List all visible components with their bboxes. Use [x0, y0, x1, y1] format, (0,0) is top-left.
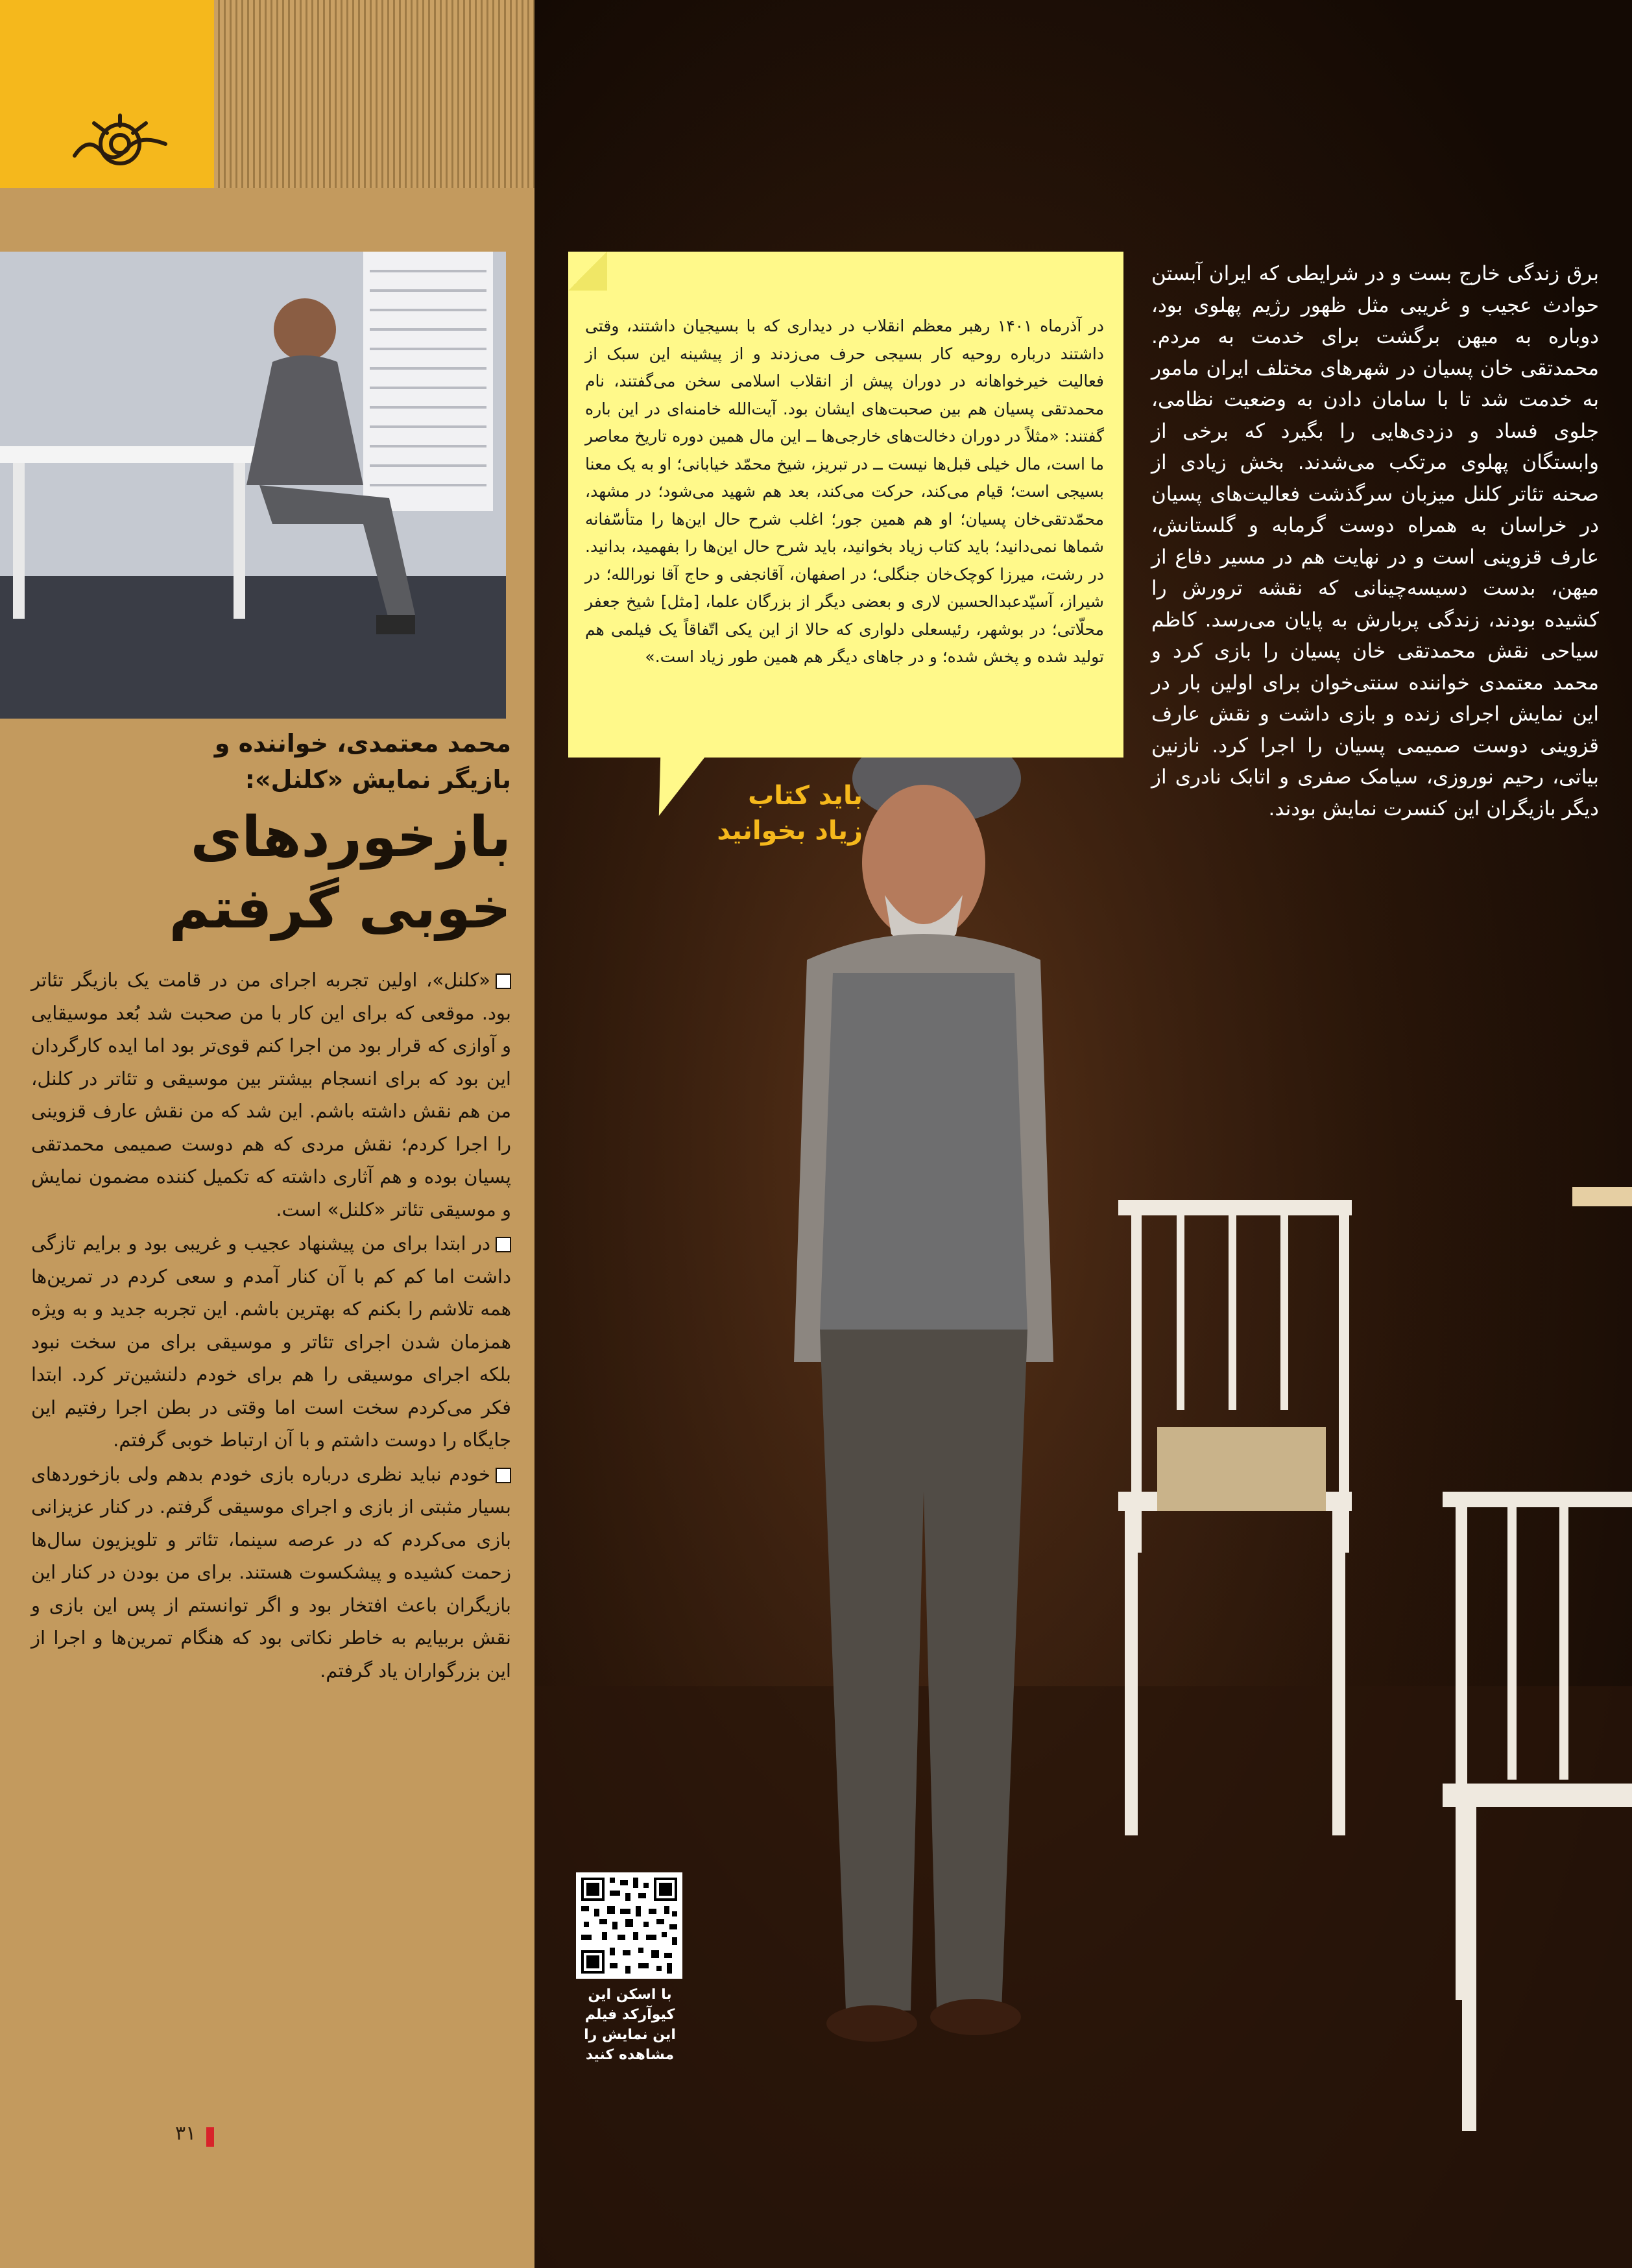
sidebar	[0, 0, 534, 2268]
main-article-text: برق زندگی خارج بست و در شرایطی که ایران آبستن حوادث عجیب و غریبی مثل ظهور رژیم پهلوی بود، دوباره به میهن برگشت برای خدمت به مردم. محمدتقی خان پسیان در شهرهای مختلف ایران مامور به خدمت شد تا با سامان دادن به وضعیت نظامی، جلوی فساد و دزدی‌هایی را بگیرد که برخی از وابستگان پهلوی مرتکب می‌شدند. بخش زیادی از صحنه تئاتر کلنل میزبان سرگذشت فعالیت‌های پسیان در خراسان به همراه دوست گرمابه و گلستانش، عارف قزوینی است و در نهایت هم در مسیر دفاع از میهن، بدست دسیسه‌چینانی که نقشه ترورش را کشیده بودند، زندگی پربارش به پایان می‌رسد. کاظم سیاحی نقش محمدتقی خان پسیان را بازی کرد و محمد معتمدی خواننده سنتی‌خوان برای اولین بار در این نمایش اجرای زنده و بازی داشت و نقش عارف قزوینی دوست صمیمی پسیان را اجرا کرد. نازنین بیاتی، رحیم نوروزی، سیامک صفری و اتابک نادری از دیگر بازیگران این کنسرت نمایش بودند.	[1151, 262, 1599, 820]
qr-code-icon[interactable]	[576, 1872, 682, 1979]
quote-box-fold	[568, 252, 607, 291]
article-kicker-line2: بازیگر نمایش «کلنل»:	[245, 765, 511, 794]
interview-article	[31, 725, 511, 1688]
qr-code-pattern	[576, 1872, 682, 1979]
quote-caption-line2: زیاد بخوانید	[717, 816, 863, 846]
article-kicker-line1: محمد معتمدی، خواننده و	[214, 729, 511, 758]
article-paragraph: خودم نباید نظری درباره بازی خودم بدهم ولی بازخوردهای بسیار مثبتی از بازی و اجرای موسیقی گرفتم. در کنار عزیزانی بازی می‌کردم که در عرصه سینما، تئاتر و تلویزیون سال‌ها زحمت کشیده و پیشکسوت هستند. برای من بودن در کنار این بازیگران باعث افتخار بود و اگر توانستم از پس این بازی و نقش بربیایم به خاطر نکاتی بود که هنگام تمرین‌ها و اجرا از این بزرگواران یاد گرفتم.	[31, 1462, 511, 1682]
quote-caption-line1: باید کتاب	[748, 781, 863, 811]
logo-block	[0, 0, 214, 188]
paragraph-marker-icon	[496, 1468, 511, 1483]
actor-seated-at-table-photo	[0, 252, 506, 719]
article-paragraph: در ابتدا برای من پیشنهاد عجیب و غریبی بود و برایم تازگی داشت اما کم کم با آن کنار آمدم و سعی کردم در تمرین‌ها همه تلاشم را بکنم که بهترین باشم. این تجربه جدید و به ویژه همزمان شدن اجرای تئاتر و موسیقی برای من سخت نبود بلکه اجرای موسیقی را هم برای خودم دلنشین‌تر کرد. ابتدا فکر می‌کردم سخت است اما وقتی در بطن اجرا رفتیم این جایگاه را دوست داشتم و با آن ارتباط خوبی گرفتم.	[31, 1232, 511, 1451]
decorative-stripes	[214, 0, 534, 188]
paragraph-marker-icon	[496, 973, 511, 989]
page-number: ۳۱	[175, 2122, 197, 2145]
paragraph-marker-icon	[496, 1237, 511, 1252]
article-title-line2: خوبی گرفتم	[169, 876, 511, 941]
stage-photo-illustration	[0, 252, 506, 719]
qr-caption: با اسکن این کیوآرکد فیلم این نمایش را مشاهده کنید	[584, 1987, 676, 2063]
quote-text: در آذرماه ۱۴۰۱ رهبر معظم انقلاب در دیداری که با بسیجیان داشتند، وقتی داشتند درباره روحیه کار بسیجی حرف می‌زدند و از پیشینه این سبک از فعالیت خیرخواهانه در دوران پیش از انقلاب اسلامی سخن می‌گفتند، نام محمدتقی پسیان هم بین صحبت‌های ایشان بود. آیت‌الله خامنه‌ای در این باره گفتند: «مثلاً در دوران دخالت‌های خارجی‌ها ــ این مال همین دوره تاریخ معاصر ما است، مال خیلی قبل‌ها نیست ــ در تبریز، شیخ محمّد خیابانی؛ او به یک معنا بسیجی است؛ قیام می‌کند، حرکت می‌کند، بعد هم شهید می‌شود؛ در مشهد، محمّدتقی‌خان پسیان؛ او هم همین جور؛ اغلب شرح حال این‌ها را متأسّفانه شماها نمی‌دانید؛ باید کتاب زیاد بخوانید، باید شرح حال این‌ها را بفهمید، بدانید. در رشت، میرزا کوچک‌خان جنگلی؛ در اصفهان، آقانجفی و حاج آقا نورالله؛ در شیراز، آسیّدعبدالحسین لاری و بعضی دیگر از بزرگان علما، [مثل] شیخ جعفر محلّاتی؛ در بوشهر، رئیسعلی دلواری که حالا از این یکی اتّفاقاً یک فیلمی هم تولید شده و پخش شده؛ و در جاهای دیگر هم همین طور زیاد است.»	[585, 316, 1104, 666]
article-title	[31, 802, 511, 944]
article-title-line1: بازخوردهای	[190, 805, 511, 870]
page-number-marker	[206, 2127, 214, 2147]
quote-caption	[688, 778, 863, 848]
rosette-logo-icon	[68, 110, 172, 175]
article-paragraph: «کلنل»، اولین تجربه اجرای من در قامت یک بازیگر تئاتر بود. موقعی که برای این کار با من صحبت شد بُعد موسیقایی و آوازی که قرار بود من اجرا کنم قوی‌تر بود اما ایده کارگردان این بود که برای انسجام بیشتر بین موسیقی و تئاتر در کلنل، من هم نقش داشته باشم. این شد که من نقش عارف قزوینی را اجرا کردم؛ نقش مردی که هم دوست صمیمی محمدتقی پسیان بوده و هم آثاری داشته که تکمیل کننده مضمون نمایش و موسیقی تئاتر «کلنل» است.	[31, 969, 511, 1221]
